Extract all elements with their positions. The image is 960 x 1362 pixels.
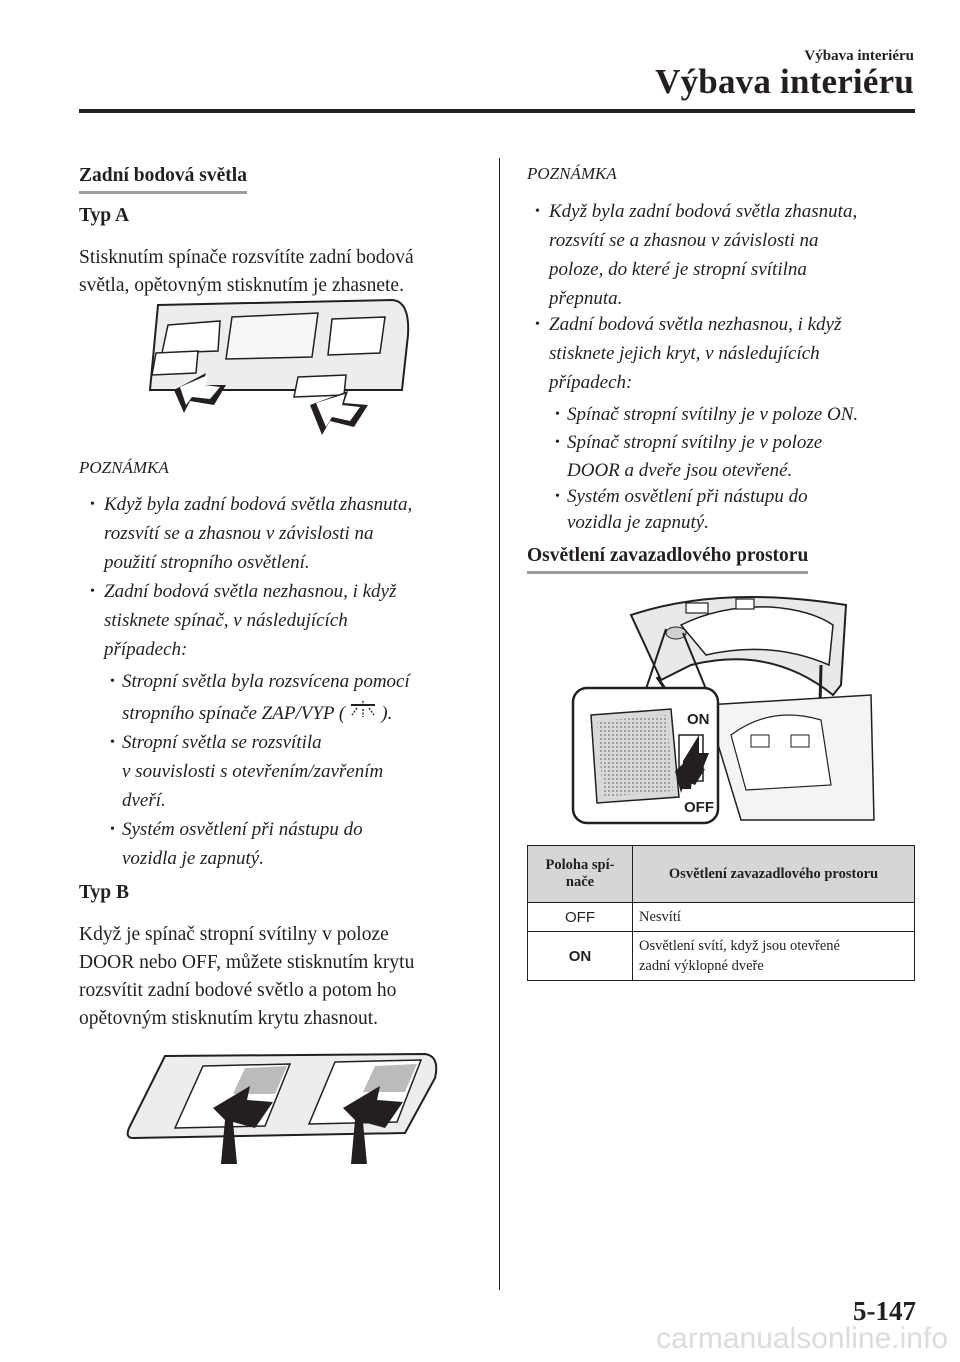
- table-cell-on: [633, 932, 915, 981]
- note-left-bullet-2-line-1: [90, 577, 397, 606]
- note-left-sub-2-line-2: v souvislosti s otevřením/zavřením: [122, 761, 384, 782]
- note-right-sub-3-line-2: vozidla je zapnutý.: [567, 512, 709, 533]
- note-left-sub-2-line-1: [110, 728, 322, 757]
- table-row: [528, 932, 915, 981]
- note-left-bullet-1-line-3: použití stropního osvětlení.: [104, 552, 310, 573]
- bullet: •: [555, 489, 560, 504]
- note-text: Když byla zadní bodová světla zhasnuta,: [104, 494, 413, 515]
- note-left-sub-1-line-2: [122, 699, 392, 728]
- luggage-light-table: [527, 845, 915, 981]
- note-left-sub-3-line-2: vozidla je zapnutý.: [122, 848, 264, 869]
- header-rule: [79, 109, 915, 113]
- type-b-line-1: Když je spínač stropní svítilny v poloze: [79, 924, 389, 945]
- type-a-spotlight-figure: [140, 295, 430, 440]
- column-divider: [499, 158, 500, 1290]
- note-text: stropního spínače ZAP/VYP (: [122, 703, 346, 724]
- cell-text: zadní výklopné dveře: [639, 958, 764, 974]
- running-header: Výbava interiéru: [804, 48, 914, 64]
- section-title-rear-spotlights: Zadní bodová světla: [79, 165, 247, 194]
- off-position-icon: OFF: [528, 903, 633, 932]
- note-text: Spínač stropní svítilny je v poloze ON.: [567, 404, 859, 425]
- note-text: Spínač stropní svítilny je v poloze: [567, 432, 823, 453]
- bullet: •: [110, 674, 115, 689]
- note-left-bullet-2-line-2: stisknete spínač, v následujících: [104, 610, 348, 631]
- note-left-sub-3-line-1: [110, 815, 363, 844]
- note-text: Systém osvětlení při nástupu do: [122, 819, 363, 840]
- bullet: •: [555, 407, 560, 422]
- ceiling-light-icon: [345, 703, 381, 721]
- type-b-line-4: opětovným stisknutím krytu zhasnout.: [79, 1008, 378, 1029]
- bullet: •: [535, 317, 540, 332]
- note-left-bullet-1-line-2: rozsvítí se a zhasnou v závislosti na: [104, 523, 374, 544]
- note-heading-right: POZNÁMKA: [527, 164, 617, 183]
- note-left-sub-2-line-3: dveří.: [122, 790, 166, 811]
- note-left-bullet-1-line-1: [90, 490, 413, 519]
- note-right-bullet-2-line-2: stisknete jejich kryt, v následujících: [549, 343, 820, 364]
- figure-label-on: ON: [687, 711, 710, 728]
- figure-label-off: OFF: [684, 799, 714, 816]
- table-header-position: [528, 846, 633, 903]
- note-right-bullet-1-line-4: přepnuta.: [549, 288, 623, 309]
- bullet: •: [535, 204, 540, 219]
- type-b-line-3: rozsvítit zadní bodové světlo a potom ho: [79, 980, 397, 1001]
- table-row: [528, 903, 915, 932]
- table-cell-off: Nesvítí: [633, 903, 915, 932]
- type-b-spotlight-figure: [125, 1048, 445, 1178]
- note-heading-left: POZNÁMKA: [79, 458, 169, 477]
- type-b-line-2: DOOR nebo OFF, můžete stisknutím krytu: [79, 952, 415, 973]
- header-text: nače: [565, 874, 595, 890]
- note-text: Zadní bodová světla nezhasnou, i když: [104, 581, 397, 602]
- note-text: Systém osvětlení při nástupu do: [567, 486, 808, 507]
- subheading-type-b: Typ B: [79, 882, 130, 903]
- bullet: •: [90, 497, 95, 512]
- note-text: Stropní světla se rozsvítila: [122, 732, 322, 753]
- note-right-sub-2-line-2: DOOR a dveře jsou otevřené.: [567, 460, 793, 481]
- subheading-type-a: Typ A: [79, 205, 130, 226]
- table-header-row: [528, 846, 915, 903]
- bullet: •: [90, 584, 95, 599]
- bullet: •: [110, 822, 115, 837]
- note-right-bullet-2-line-1: [535, 310, 842, 339]
- type-a-line-1: Stisknutím spínače rozsvítíte zadní bodová: [79, 247, 414, 268]
- note-right-bullet-2-line-3: případech:: [549, 372, 633, 393]
- note-text: ).: [381, 703, 393, 724]
- bullet: •: [555, 435, 560, 450]
- note-text: Stropní světla byla rozsvícena pomocí: [122, 671, 410, 692]
- note-right-sub-3-line-1: [555, 482, 808, 511]
- header-text: Poloha spí-: [545, 857, 615, 873]
- on-position-icon: ON: [528, 932, 633, 981]
- luggage-light-figure: [571, 585, 876, 830]
- note-right-bullet-1-line-1: [535, 197, 858, 226]
- watermark: carmanualsonline.info: [656, 1322, 948, 1355]
- chapter-title: Výbava interiéru: [655, 62, 914, 101]
- note-text: Když byla zadní bodová světla zhasnuta,: [549, 201, 858, 222]
- section-title-luggage-light: Osvětlení zavazadlového prostoru: [527, 545, 808, 574]
- note-right-bullet-1-line-2: rozsvítí se a zhasnou v závislosti na: [549, 230, 819, 251]
- type-a-line-2: světla, opětovným stisknutím je zhasnete.: [79, 275, 404, 296]
- note-right-bullet-1-line-3: poloze, do které je stropní svítilna: [549, 259, 807, 280]
- page-number: 5-147: [853, 1296, 916, 1326]
- note-left-sub-1-line-1: [110, 667, 410, 696]
- note-right-sub-2-line-1: [555, 428, 823, 457]
- note-right-sub-1: [555, 400, 859, 429]
- note-text: Zadní bodová světla nezhasnou, i když: [549, 314, 842, 335]
- note-left-bullet-2-line-3: případech:: [104, 639, 188, 660]
- table-header-light: Osvětlení zavazadlového prostoru: [633, 846, 915, 903]
- bullet: •: [110, 735, 115, 750]
- cell-text: Osvětlení svítí, když jsou otevřené: [639, 938, 840, 954]
